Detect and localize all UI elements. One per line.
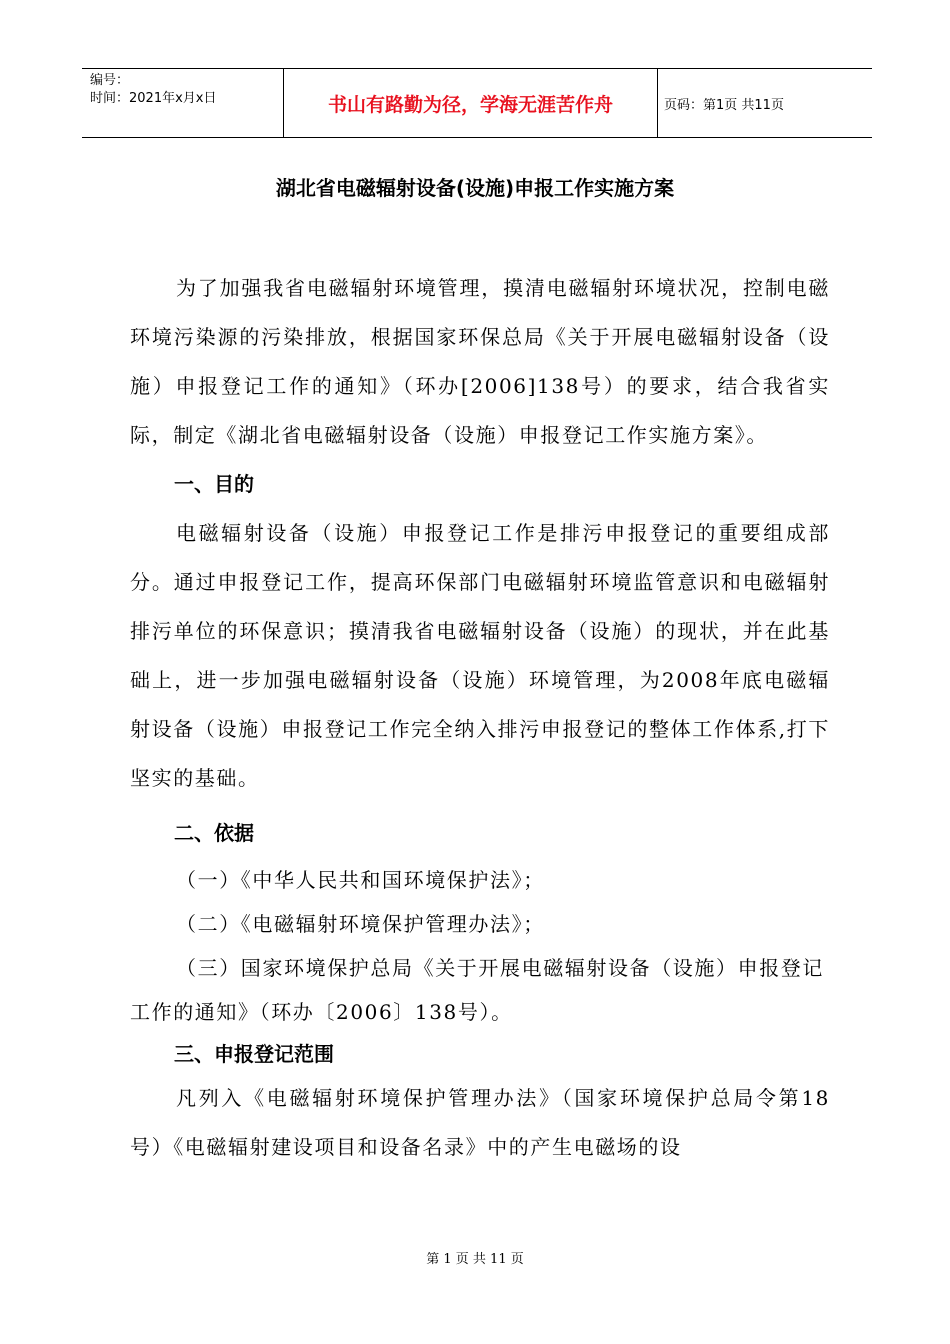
section-heading-purpose: 一、目的 bbox=[174, 472, 254, 496]
basis-item: （三）国家环境保护总局《关于开展电磁辐射设备（设施）申报登记工作的通知》（环办〔2006〕138号）。 bbox=[130, 956, 824, 1024]
section-text-scope: 凡列入《电磁辐射环境保护管理办法》（国家环境保护总局令第18号）《电磁辐射建设项目和设备名录》中的产生电磁场的设 bbox=[130, 1086, 830, 1159]
section-heading-scope: 三、申报登记范围 bbox=[174, 1042, 334, 1066]
motto-text: 书山有路勤为径，学海无涯苦作舟 bbox=[327, 93, 613, 116]
basis-item: （二）《电磁辐射环境保护管理办法》； bbox=[176, 912, 545, 936]
page-footer: 第 1 页 共 11 页 bbox=[426, 1252, 524, 1267]
section-text-purpose: 电磁辐射设备（设施）申报登记工作是排污申报登记的重要组成部分。通过申报登记工作，提高环保部门电磁辐射环境监管意识和电磁辐射排污单位的环保意识；摸清我省电磁辐射设备（设施）的现状，并在此基础上，进一步加强电磁辐射设备（设施）环境管理，为2008年底电磁辐射设备（设施）申报登记工作完全纳入排污申报登记的整体工作体系,打下坚实的基础。 bbox=[130, 521, 830, 790]
basis-item: （一）《中华人民共和国环境保护法》； bbox=[176, 868, 545, 892]
time-label: 时间：2021年x月x日 bbox=[90, 91, 217, 106]
page-info-text: 页码：第1页 共11页 bbox=[664, 97, 784, 113]
document-body bbox=[130, 264, 830, 1172]
document-title: 湖北省电磁辐射设备(设施)申报工作实施方案 bbox=[275, 176, 675, 200]
motto-cell bbox=[284, 69, 658, 137]
header-table bbox=[82, 68, 872, 138]
number-label: 编号： bbox=[90, 73, 130, 88]
header-meta-cell bbox=[82, 69, 284, 137]
intro-paragraph: 为了加强我省电磁辐射环境管理，摸清电磁辐射环境状况，控制电磁环境污染源的污染排放，根据国家环保总局《关于开展电磁辐射设备（设施）申报登记工作的通知》（环办[2006]138号）的要求，结合我省实际，制定《湖北省电磁辐射设备（设施）申报登记工作实施方案》。 bbox=[130, 276, 830, 447]
section-heading-basis: 二、依据 bbox=[174, 821, 254, 845]
page-info-cell bbox=[658, 69, 872, 137]
